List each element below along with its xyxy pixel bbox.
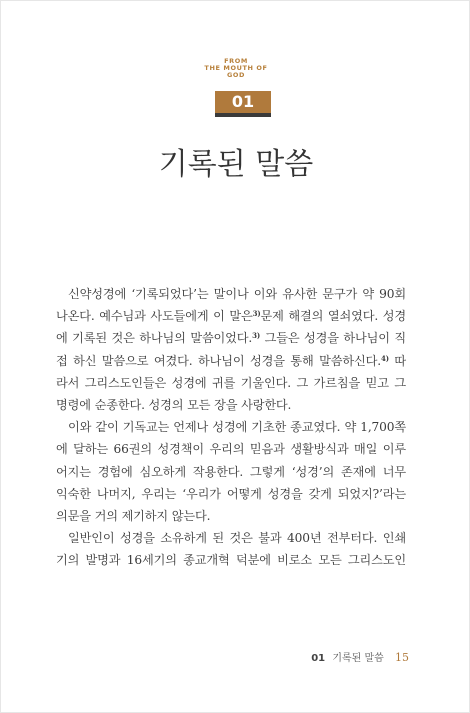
text-line-content: 의문을 거의 제기하지 않는다.	[56, 508, 211, 523]
footer-chapter-title: 기록된 말씀	[332, 653, 384, 664]
chapter-kicker-line: GOD	[226, 71, 246, 79]
footer-chapter-number: 01	[311, 653, 326, 664]
text-line-content: 이와 같이 기독교는 언제나 성경에 기초한 종교였다. 약 1,700쪽	[68, 420, 406, 435]
text-line-content: 신약성경에 ‘기록되었다’는 말이나 이와 유사한 문구가 약 90회	[68, 287, 406, 301]
body-text	[56, 283, 406, 571]
text-line	[56, 505, 406, 527]
text-line-continuation: 따	[388, 353, 406, 368]
page-number: 15	[395, 651, 409, 664]
chapter-kicker-line: THE MOUTH OF	[204, 64, 268, 72]
text-line-content: 에 달하는 66권의 성경책이 우리의 믿음과 생활방식과 매일 이루	[56, 442, 406, 457]
text-line-content: 어지는 경험에 심오하게 작용한다. 그렇게 ‘성경’의 존재에 너무	[56, 464, 406, 479]
footnote-marker: 4)	[380, 353, 389, 363]
text-line	[56, 461, 406, 483]
text-line	[56, 438, 406, 460]
text-line	[56, 394, 406, 416]
text-line	[56, 372, 406, 394]
chapter-kicker-line: FROM	[224, 57, 248, 65]
text-line	[56, 549, 406, 571]
text-line	[56, 483, 406, 505]
text-line	[56, 350, 406, 372]
text-line-content: 기의 발명과 16세기의 종교개혁 덕분에 비로소 모든 그리스도인	[56, 553, 406, 568]
paragraph	[56, 416, 406, 527]
text-line	[56, 283, 406, 305]
text-line-content: 라서 그리스도인들은 성경에 귀를 기울인다. 그 가르침을 믿고 그	[56, 375, 406, 390]
text-line-content: 나온다. 예수님과 사도들에게 이 말은	[56, 309, 253, 324]
text-line-continuation: 문제 해결의 열쇠였다. 성경	[260, 309, 406, 324]
chapter-number: 01	[231, 92, 255, 111]
chapter-title: 기록된 말씀	[158, 147, 314, 182]
text-line-content: 명령에 순종한다. 성경의 모든 장을 사랑한다.	[56, 397, 292, 412]
text-line-content: 익숙한 나머지, 우리는 ‘우리가 어떻게 성경을 갖게 되었지?’라는	[56, 486, 406, 501]
text-line-content: 접 하신 말씀으로 여겼다. 하나님이 성경을 통해 말씀하신다.	[56, 353, 381, 368]
footnote-marker: 3)	[252, 331, 261, 341]
text-line-content: 일반인이 성경을 소유하게 된 것은 불과 400년 전부터다. 인쇄	[68, 531, 406, 546]
chapter-kicker	[1, 58, 470, 79]
page-footer	[311, 651, 409, 666]
text-line-content: 에 기록된 것은 하나님의 말씀이었다.	[56, 331, 253, 346]
paragraph	[56, 283, 406, 416]
text-line	[56, 416, 406, 438]
footnote-marker: 3)	[252, 309, 261, 319]
chapter-number-badge	[215, 91, 271, 117]
paragraph	[56, 527, 406, 571]
text-line	[56, 305, 406, 327]
text-line	[56, 527, 406, 549]
text-line	[56, 327, 406, 349]
text-line-continuation: 그들은 성경을 하나님이 직	[260, 331, 406, 346]
